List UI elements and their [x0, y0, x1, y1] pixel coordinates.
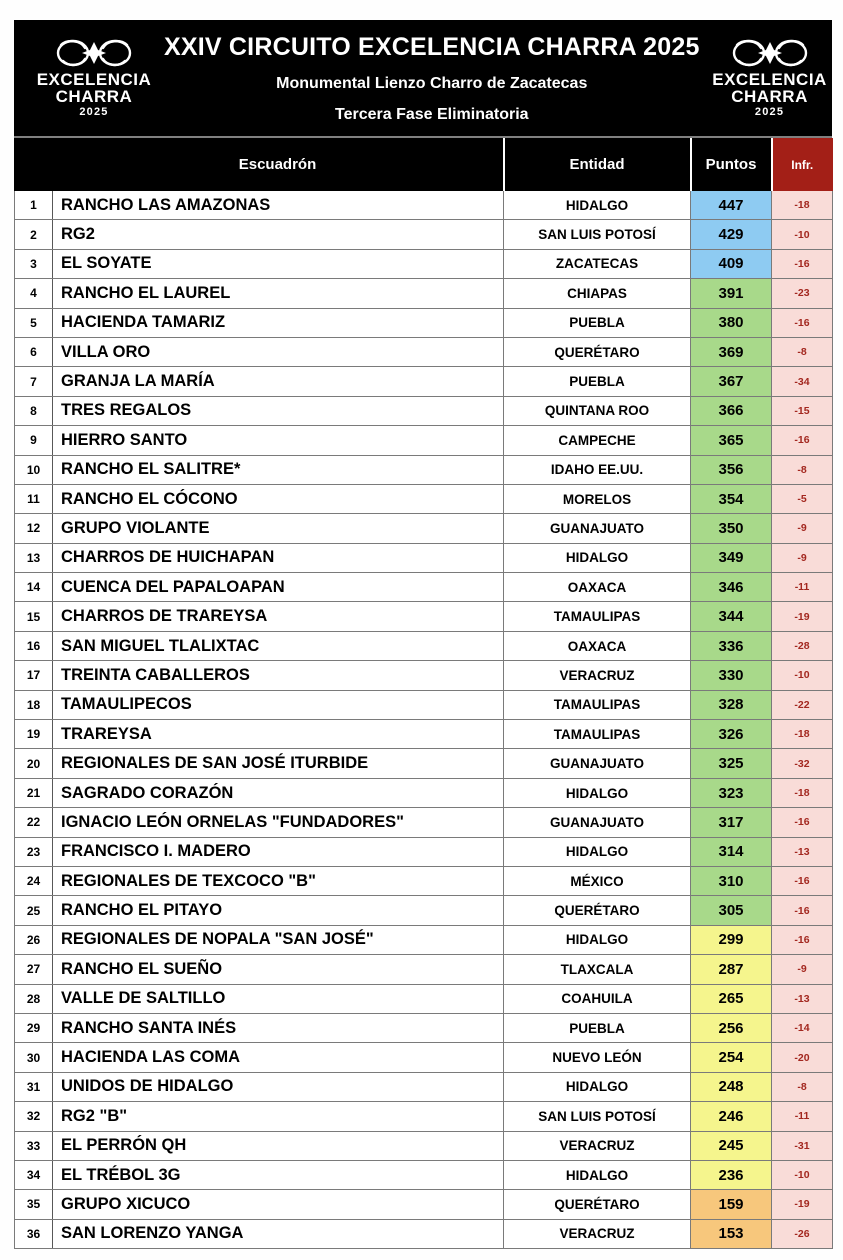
row-rank: 34 — [15, 1160, 53, 1189]
row-rank: 11 — [15, 484, 53, 513]
row-points: 153 — [691, 1219, 772, 1248]
row-rank: 18 — [15, 690, 53, 719]
table-row — [15, 837, 833, 866]
row-infractions: -19 — [772, 1190, 833, 1219]
row-entity: QUERÉTARO — [504, 337, 691, 366]
table-row — [15, 602, 833, 631]
row-infractions: -16 — [772, 308, 833, 337]
row-points: 265 — [691, 984, 772, 1013]
row-infractions: -14 — [772, 1013, 833, 1042]
row-team: CUENCA DEL PAPALOAPAN — [53, 573, 504, 602]
row-infractions: -34 — [772, 367, 833, 396]
row-points: 325 — [691, 749, 772, 778]
row-infractions: -16 — [772, 925, 833, 954]
row-team: GRUPO VIOLANTE — [53, 514, 504, 543]
row-team: HACIENDA LAS COMA — [53, 1043, 504, 1072]
row-entity: VERACRUZ — [504, 661, 691, 690]
row-rank: 1 — [15, 191, 53, 220]
row-entity: GUANAJUATO — [504, 514, 691, 543]
row-points: 254 — [691, 1043, 772, 1072]
row-team: FRANCISCO I. MADERO — [53, 837, 504, 866]
row-infractions: -15 — [772, 396, 833, 425]
row-team: UNIDOS DE HIDALGO — [53, 1072, 504, 1101]
logo-left-line3: 2025 — [79, 106, 109, 119]
row-entity: HIDALGO — [504, 837, 691, 866]
row-rank: 15 — [15, 602, 53, 631]
row-team: GRUPO XICUCO — [53, 1190, 504, 1219]
row-rank: 23 — [15, 837, 53, 866]
row-points: 326 — [691, 720, 772, 749]
row-points: 344 — [691, 602, 772, 631]
phase-subtitle: Tercera Fase Eliminatoria — [334, 105, 529, 123]
row-points: 365 — [691, 426, 772, 455]
row-infractions: -10 — [772, 1160, 833, 1189]
row-points: 328 — [691, 690, 772, 719]
row-rank: 7 — [15, 367, 53, 396]
row-rank: 8 — [15, 396, 53, 425]
row-entity: NUEVO LEÓN — [504, 1043, 691, 1072]
row-rank: 14 — [15, 573, 53, 602]
row-infractions: -18 — [772, 191, 833, 220]
table-row — [15, 720, 833, 749]
row-infractions: -9 — [772, 955, 833, 984]
table-header — [15, 139, 833, 191]
row-infractions: -8 — [772, 455, 833, 484]
logo-right-line1: EXCELENCIA — [712, 70, 827, 90]
row-team: TAMAULIPECOS — [53, 690, 504, 719]
row-entity: HIDALGO — [504, 1160, 691, 1189]
row-rank: 25 — [15, 896, 53, 925]
row-entity: TAMAULIPAS — [504, 602, 691, 631]
row-team: VALLE DE SALTILLO — [53, 984, 504, 1013]
row-team: RANCHO EL LAUREL — [53, 279, 504, 308]
row-team: CHARROS DE TRAREYSA — [53, 602, 504, 631]
row-entity: HIDALGO — [504, 778, 691, 807]
row-rank: 9 — [15, 426, 53, 455]
row-infractions: -32 — [772, 749, 833, 778]
row-infractions: -16 — [772, 249, 833, 278]
row-entity: HIDALGO — [504, 543, 691, 572]
row-team: RANCHO EL PITAYO — [53, 896, 504, 925]
row-points: 323 — [691, 778, 772, 807]
row-rank: 12 — [15, 514, 53, 543]
table-row — [15, 690, 833, 719]
table-row — [15, 308, 833, 337]
table-row — [15, 367, 833, 396]
row-points: 346 — [691, 573, 772, 602]
table-row — [15, 778, 833, 807]
row-points: 356 — [691, 455, 772, 484]
row-team: RANCHO EL CÓCONO — [53, 484, 504, 513]
row-entity: OAXACA — [504, 573, 691, 602]
table-row — [15, 896, 833, 925]
row-points: 305 — [691, 896, 772, 925]
row-team: REGIONALES DE SAN JOSÉ ITURBIDE — [53, 749, 504, 778]
row-entity: TLAXCALA — [504, 955, 691, 984]
table-row — [15, 337, 833, 366]
row-entity: PUEBLA — [504, 1013, 691, 1042]
banner-titles — [164, 33, 700, 124]
row-infractions: -9 — [772, 543, 833, 572]
table-row — [15, 1160, 833, 1189]
row-entity: ZACATECAS — [504, 249, 691, 278]
table-row — [15, 396, 833, 425]
row-team: SAGRADO CORAZÓN — [53, 778, 504, 807]
row-team: IGNACIO LEÓN ORNELAS "FUNDADORES" — [53, 808, 504, 837]
row-infractions: -23 — [772, 279, 833, 308]
row-entity: HIDALGO — [504, 925, 691, 954]
logo-left-line1: EXCELENCIA — [36, 70, 152, 90]
row-rank: 5 — [15, 308, 53, 337]
row-entity: TAMAULIPAS — [504, 690, 691, 719]
row-team: RANCHO LAS AMAZONAS — [53, 191, 504, 220]
row-rank: 6 — [15, 337, 53, 366]
event-banner — [14, 20, 832, 138]
row-rank: 33 — [15, 1131, 53, 1160]
table-row — [15, 455, 833, 484]
table-row — [15, 543, 833, 572]
row-entity: HIDALGO — [504, 191, 691, 220]
row-team: GRANJA LA MARÍA — [53, 367, 504, 396]
row-rank: 3 — [15, 249, 53, 278]
table-body — [15, 191, 833, 1249]
table-row — [15, 749, 833, 778]
row-rank: 4 — [15, 279, 53, 308]
table-row — [15, 1131, 833, 1160]
row-points: 336 — [691, 631, 772, 660]
row-rank: 19 — [15, 720, 53, 749]
column-header-team: Escuadrón — [53, 139, 504, 191]
row-infractions: -8 — [772, 337, 833, 366]
logo-left — [24, 36, 164, 119]
row-infractions: -11 — [772, 1102, 833, 1131]
row-entity: PUEBLA — [504, 367, 691, 396]
standings-table — [14, 138, 833, 1249]
row-infractions: -16 — [772, 808, 833, 837]
row-rank: 30 — [15, 1043, 53, 1072]
row-team: RANCHO EL SALITRE* — [53, 455, 504, 484]
row-entity: CAMPECHE — [504, 426, 691, 455]
row-team: SAN LORENZO YANGA — [53, 1219, 504, 1248]
column-header-points: Puntos — [691, 139, 772, 191]
table-row — [15, 925, 833, 954]
row-entity: PUEBLA — [504, 308, 691, 337]
row-team: EL SOYATE — [53, 249, 504, 278]
table-row — [15, 249, 833, 278]
row-team: HACIENDA TAMARIZ — [53, 308, 504, 337]
row-team: SAN MIGUEL TLALIXTAC — [53, 631, 504, 660]
row-team: TREINTA CABALLEROS — [53, 661, 504, 690]
table-row — [15, 191, 833, 220]
row-infractions: -19 — [772, 602, 833, 631]
table-row — [15, 484, 833, 513]
row-entity: OAXACA — [504, 631, 691, 660]
row-team: RANCHO SANTA INÉS — [53, 1013, 504, 1042]
row-entity: IDAHO EE.UU. — [504, 455, 691, 484]
table-row — [15, 279, 833, 308]
row-points: 310 — [691, 866, 772, 895]
row-points: 380 — [691, 308, 772, 337]
row-points: 330 — [691, 661, 772, 690]
row-points: 354 — [691, 484, 772, 513]
row-rank: 27 — [15, 955, 53, 984]
row-points: 248 — [691, 1072, 772, 1101]
row-rank: 10 — [15, 455, 53, 484]
row-team: RG2 "B" — [53, 1102, 504, 1131]
table-row — [15, 1013, 833, 1042]
row-rank: 16 — [15, 631, 53, 660]
table-row — [15, 1043, 833, 1072]
row-points: 317 — [691, 808, 772, 837]
charro-rope-logo-icon — [727, 36, 813, 70]
row-entity: QUINTANA ROO — [504, 396, 691, 425]
row-team: VILLA ORO — [53, 337, 504, 366]
row-infractions: -5 — [772, 484, 833, 513]
row-infractions: -18 — [772, 720, 833, 749]
row-entity: QUERÉTARO — [504, 1190, 691, 1219]
row-infractions: -16 — [772, 896, 833, 925]
row-infractions: -9 — [772, 514, 833, 543]
charro-rope-logo-icon — [51, 36, 137, 70]
row-rank: 32 — [15, 1102, 53, 1131]
table-row — [15, 631, 833, 660]
row-points: 314 — [691, 837, 772, 866]
table-row — [15, 426, 833, 455]
row-rank: 21 — [15, 778, 53, 807]
table-row — [15, 866, 833, 895]
row-points: 367 — [691, 367, 772, 396]
table-row — [15, 808, 833, 837]
logo-right-line2: CHARRA — [731, 87, 808, 107]
row-points: 256 — [691, 1013, 772, 1042]
table-row — [15, 573, 833, 602]
row-infractions: -18 — [772, 778, 833, 807]
venue-subtitle: Monumental Lienzo Charro de Zacatecas — [276, 74, 588, 92]
row-entity: MÉXICO — [504, 866, 691, 895]
row-points: 409 — [691, 249, 772, 278]
row-infractions: -28 — [772, 631, 833, 660]
row-team: REGIONALES DE NOPALA "SAN JOSÉ" — [53, 925, 504, 954]
table-row — [15, 955, 833, 984]
table-row — [15, 220, 833, 249]
table-row — [15, 1219, 833, 1248]
table-row — [15, 984, 833, 1013]
row-rank: 35 — [15, 1190, 53, 1219]
row-team: CHARROS DE HUICHAPAN — [53, 543, 504, 572]
row-rank: 29 — [15, 1013, 53, 1042]
row-entity: VERACRUZ — [504, 1131, 691, 1160]
column-header-entity: Entidad — [504, 139, 691, 191]
row-entity: GUANAJUATO — [504, 749, 691, 778]
row-points: 159 — [691, 1190, 772, 1219]
table-row — [15, 1102, 833, 1131]
row-points: 350 — [691, 514, 772, 543]
row-points: 366 — [691, 396, 772, 425]
row-infractions: -10 — [772, 661, 833, 690]
logo-right-line3: 2025 — [754, 106, 785, 119]
row-infractions: -16 — [772, 426, 833, 455]
row-entity: CHIAPAS — [504, 279, 691, 308]
row-team: EL TRÉBOL 3G — [53, 1160, 504, 1189]
row-team: RANCHO EL SUEÑO — [53, 955, 504, 984]
row-points: 349 — [691, 543, 772, 572]
row-rank: 26 — [15, 925, 53, 954]
table-row — [15, 1072, 833, 1101]
row-team: EL PERRÓN QH — [53, 1131, 504, 1160]
row-entity: COAHUILA — [504, 984, 691, 1013]
row-infractions: -13 — [772, 984, 833, 1013]
column-header-rank — [15, 139, 53, 191]
logo-left-line2: CHARRA — [55, 87, 133, 107]
row-rank: 24 — [15, 866, 53, 895]
row-team: REGIONALES DE TEXCOCO "B" — [53, 866, 504, 895]
row-points: 287 — [691, 955, 772, 984]
row-entity: SAN LUIS POTOSÍ — [504, 220, 691, 249]
column-header-infractions: Infr. — [772, 139, 833, 191]
row-entity: MORELOS — [504, 484, 691, 513]
row-rank: 13 — [15, 543, 53, 572]
row-rank: 36 — [15, 1219, 53, 1248]
row-points: 429 — [691, 220, 772, 249]
row-team: RG2 — [53, 220, 504, 249]
row-points: 246 — [691, 1102, 772, 1131]
row-rank: 28 — [15, 984, 53, 1013]
row-entity: VERACRUZ — [504, 1219, 691, 1248]
row-entity: SAN LUIS POTOSÍ — [504, 1102, 691, 1131]
row-points: 369 — [691, 337, 772, 366]
row-infractions: -20 — [772, 1043, 833, 1072]
row-infractions: -8 — [772, 1072, 833, 1101]
row-infractions: -10 — [772, 220, 833, 249]
row-points: 236 — [691, 1160, 772, 1189]
row-rank: 31 — [15, 1072, 53, 1101]
row-infractions: -16 — [772, 866, 833, 895]
row-entity: TAMAULIPAS — [504, 720, 691, 749]
row-infractions: -22 — [772, 690, 833, 719]
page-title: XXIV CIRCUITO EXCELENCIA CHARRA 2025 — [164, 32, 700, 61]
row-rank: 22 — [15, 808, 53, 837]
row-team: HIERRO SANTO — [53, 426, 504, 455]
row-infractions: -26 — [772, 1219, 833, 1248]
row-points: 245 — [691, 1131, 772, 1160]
table-row — [15, 661, 833, 690]
row-rank: 2 — [15, 220, 53, 249]
row-entity: GUANAJUATO — [504, 808, 691, 837]
row-rank: 17 — [15, 661, 53, 690]
row-points: 299 — [691, 925, 772, 954]
row-team: TRES REGALOS — [53, 396, 504, 425]
row-entity: QUERÉTARO — [504, 896, 691, 925]
logo-right — [700, 36, 840, 119]
row-infractions: -13 — [772, 837, 833, 866]
row-infractions: -31 — [772, 1131, 833, 1160]
row-points: 391 — [691, 279, 772, 308]
row-entity: HIDALGO — [504, 1072, 691, 1101]
row-rank: 20 — [15, 749, 53, 778]
row-team: TRAREYSA — [53, 720, 504, 749]
row-infractions: -11 — [772, 573, 833, 602]
row-points: 447 — [691, 191, 772, 220]
table-row — [15, 1190, 833, 1219]
table-row — [15, 514, 833, 543]
